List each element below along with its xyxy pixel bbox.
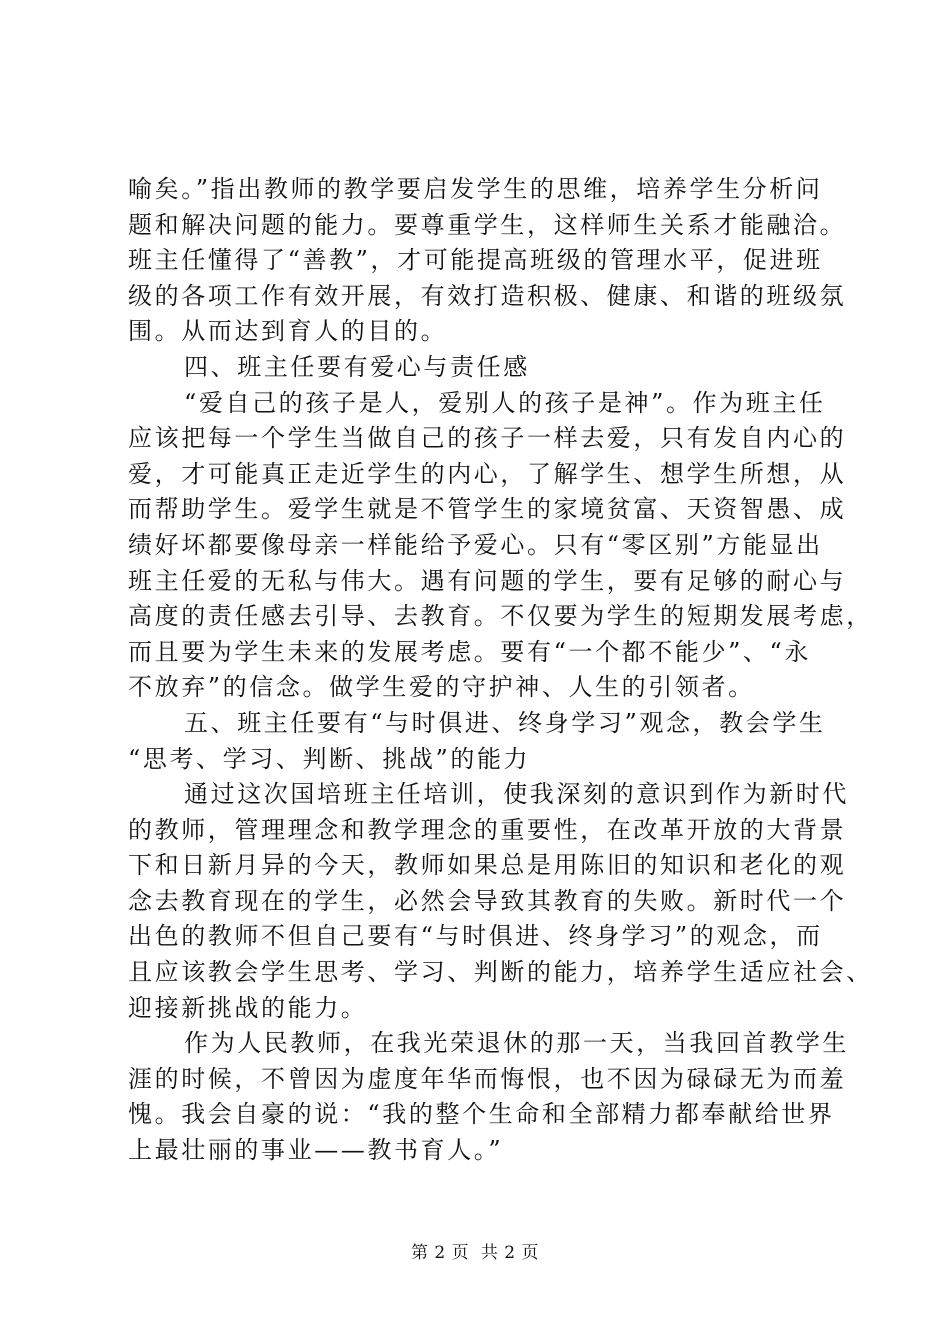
section-heading: 四、班主任要有爱心与责任感 xyxy=(184,352,530,381)
text-line: 下和日新月异的今天，教师如果总是用陈旧的知识和老化的观 xyxy=(128,851,847,880)
paragraph-first-line: “爱自己的孩子是人，爱别人的孩子是神”。作为班主任 xyxy=(184,388,826,417)
text-line: 愧。我会自豪的说：“我的整个生命和全部精力都奉献给世界 xyxy=(128,1100,835,1129)
text-line: 涯的时候，不曾因为虚度年华而悔恨，也不因为碌碌无为而羞 xyxy=(128,1064,847,1093)
text-line: 的教师，管理理念和教学理念的重要性，在改革开放的大背景 xyxy=(128,815,847,844)
text-line: 迎接新挑战的能力。 xyxy=(128,993,368,1022)
text-line: 级的各项工作有效开展，有效打造积极、健康、和谐的班级氛 xyxy=(128,281,847,310)
text-line: 出色的教师不但自己要有“与时俱进、终身学习”的观念，而 xyxy=(128,922,823,951)
text-line: 念去教育现在的学生，必然会导致其教育的失败。新时代一个 xyxy=(128,886,847,915)
text-line: 喻矣。”指出教师的教学要启发学生的思维，培养学生分析问 xyxy=(128,175,823,203)
text-line: 爱，才可能真正走近学生的内心，了解学生、想学生所想，从 xyxy=(128,459,847,488)
paragraph-first-line: 通过这次国培班主任培训，使我深刻的意识到作为新时代 xyxy=(184,780,849,809)
text-line: 且应该教会学生思考、学习、判断的能力，培养学生适应社会、 xyxy=(128,958,873,987)
text-line: 班主任懂得了“善教”，才可能提高班级的管理水平，促进班 xyxy=(128,246,823,275)
text-line: 围。从而达到育人的目的。 xyxy=(128,317,448,346)
text-line: 班主任爱的无私与伟大。遇有问题的学生，要有足够的耐心与 xyxy=(128,566,847,595)
text-line: 题和解决问题的能力。要尊重学生，这样师生关系才能融洽。 xyxy=(128,210,847,239)
text-line: 而且要为学生未来的发展考虑。要有“一个都不能少”、“永 xyxy=(128,637,812,666)
text-line: 不放弃”的信念。做学生爱的守护神、人生的引领者。 xyxy=(128,673,755,702)
section-heading-continued: “思考、学习、判断、挑战”的能力 xyxy=(128,744,531,773)
text-line: 应该把每一个学生当做自己的孩子一样去爱，只有发自内心的 xyxy=(128,424,847,453)
text-line: 上最壮丽的事业——教书育人。” xyxy=(128,1136,504,1165)
text-line: 绩好坏都要像母亲一样能给予爱心。只有“零区别”方能显出 xyxy=(128,530,823,559)
document-body xyxy=(128,172,873,1169)
text-line: 高度的责任感去引导、去教育。不仅要为学生的短期发展考虑， xyxy=(128,602,873,631)
paragraph-first-line: 作为人民教师，在我光荣退休的那一天，当我回首教学生 xyxy=(184,1029,849,1058)
text-line: 而帮助学生。爱学生就是不管学生的家境贫富、天资智愚、成 xyxy=(128,495,847,524)
section-heading: 五、班主任要有“与时俱进、终身学习”观念，教会学生 xyxy=(184,708,826,737)
page-footer xyxy=(0,1243,950,1263)
page-number: 第 2 页 共 2 页 xyxy=(410,1243,540,1263)
